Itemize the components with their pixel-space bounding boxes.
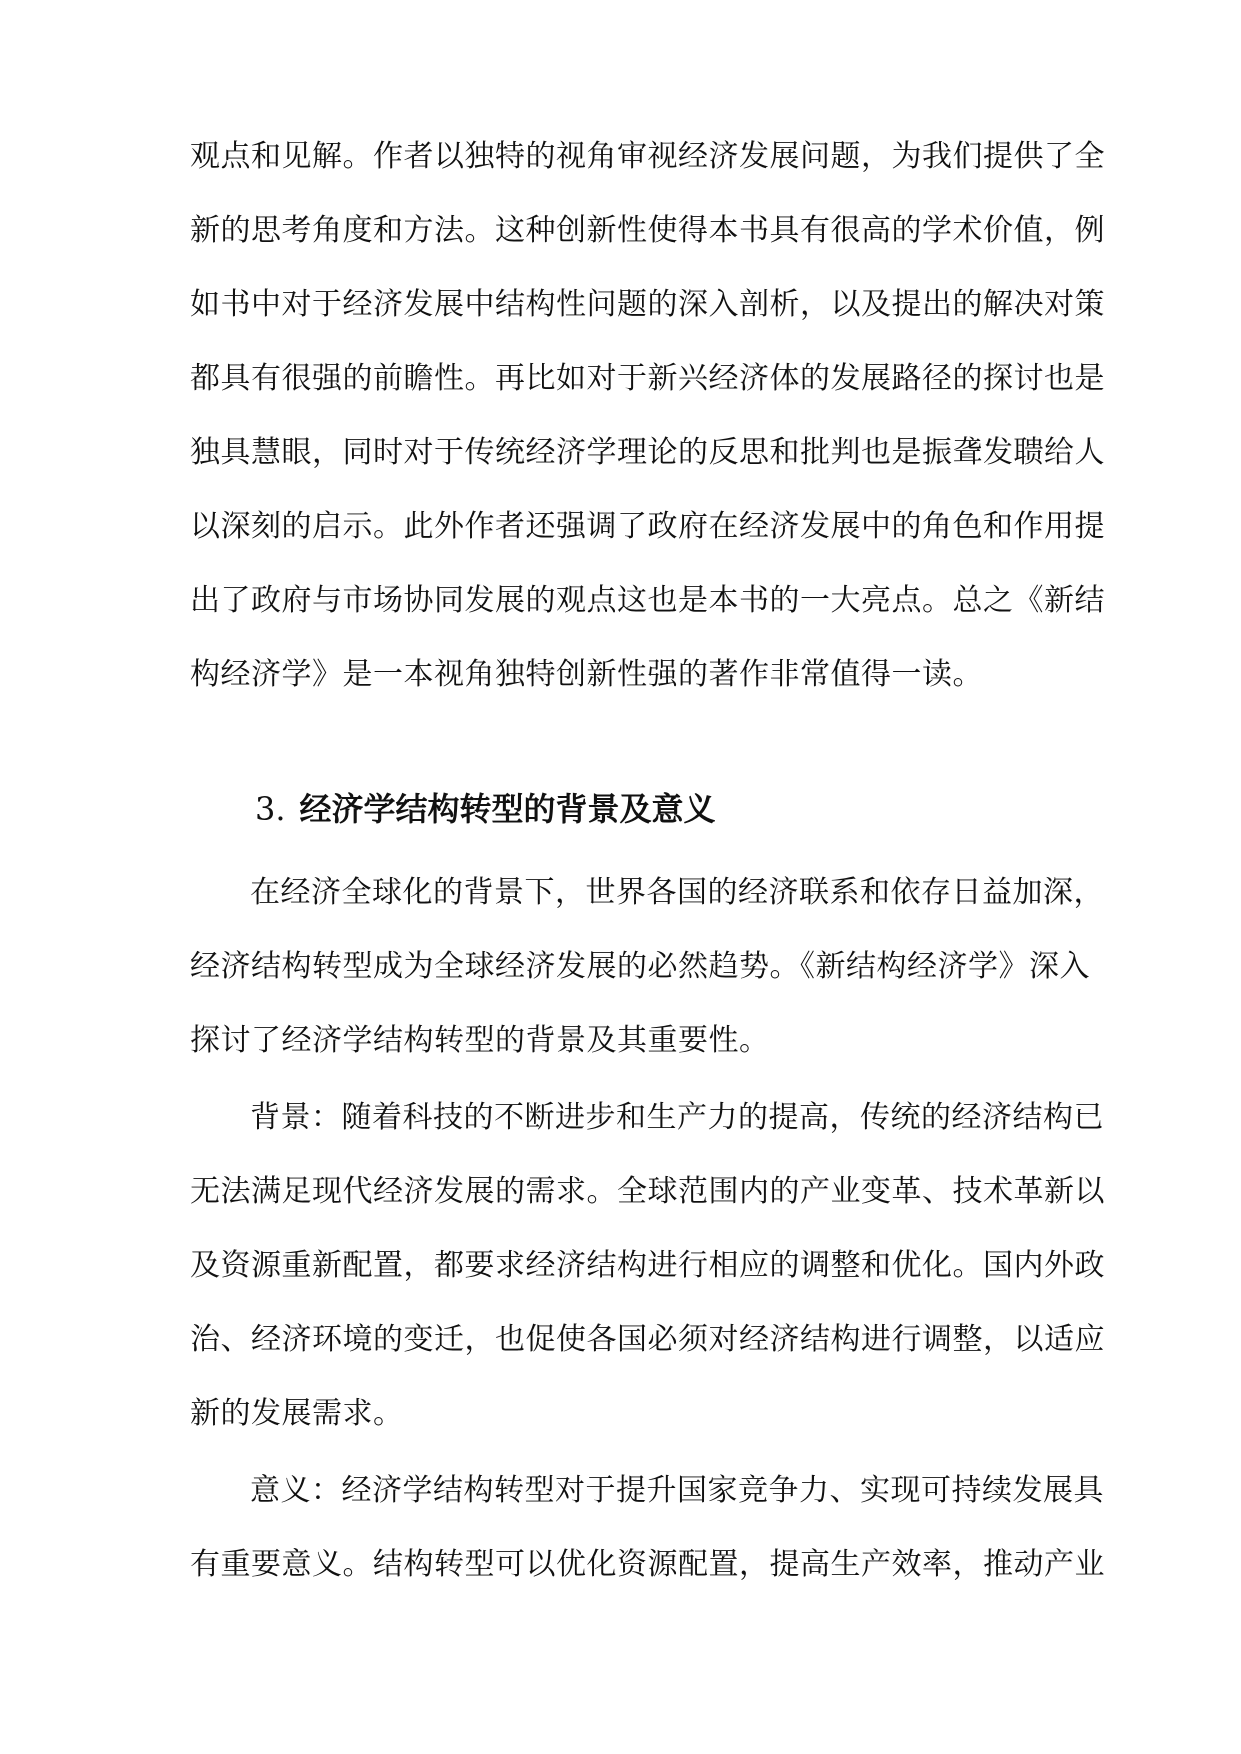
text-line: 出了政府与市场协同发展的观点这也是本书的一大亮点。总之《新结 [190, 583, 1105, 618]
text-line: 新的思考角度和方法。这种创新性使得本书具有很高的学术价值，例 [190, 213, 1105, 248]
text-line: 如书中对于经济发展中结构性问题的深入剖析，以及提出的解决对策 [190, 287, 1105, 322]
text-line: 经济结构转型成为全球经济发展的必然趋势。《新结构经济学》深入 [190, 949, 1090, 984]
text-line: 无法满足现代经济发展的需求。全球范围内的产业变革、技术革新以 [190, 1174, 1105, 1209]
section-heading [255, 788, 716, 830]
text-line: 背景：随着科技的不断进步和生产力的提高，传统的经济结构已 [250, 1100, 1104, 1135]
text-line: 在经济全球化的背景下，世界各国的经济联系和依存日益加深， [250, 875, 1104, 910]
section-title: 经济学结构转型的背景及意义 [299, 790, 716, 828]
text-line: 有重要意义。结构转型可以优化资源配置，提高生产效率，推动产业 [190, 1547, 1105, 1582]
text-line: 观点和见解。作者以独特的视角审视经济发展问题，为我们提供了全 [190, 139, 1105, 174]
text-line: 及资源重新配置，都要求经济结构进行相应的调整和优化。国内外政 [190, 1248, 1105, 1283]
text-line: 探讨了经济学结构转型的背景及其重要性。 [190, 1023, 770, 1058]
text-line: 以深刻的启示。此外作者还强调了政府在经济发展中的角色和作用提 [190, 509, 1105, 544]
text-line: 独具慧眼，同时对于传统经济学理论的反思和批判也是振聋发聩给人 [190, 435, 1105, 470]
text-line: 都具有很强的前瞻性。再比如对于新兴经济体的发展路径的探讨也是 [190, 361, 1105, 396]
text-line: 构经济学》是一本视角独特创新性强的著作非常值得一读。 [190, 657, 983, 692]
text-line: 新的发展需求。 [190, 1396, 404, 1431]
text-line: 治、经济环境的变迁，也促使各国必须对经济结构进行调整，以适应 [190, 1322, 1105, 1357]
section-number: 3. [255, 790, 286, 828]
text-line: 意义：经济学结构转型对于提升国家竞争力、实现可持续发展具 [250, 1473, 1104, 1508]
